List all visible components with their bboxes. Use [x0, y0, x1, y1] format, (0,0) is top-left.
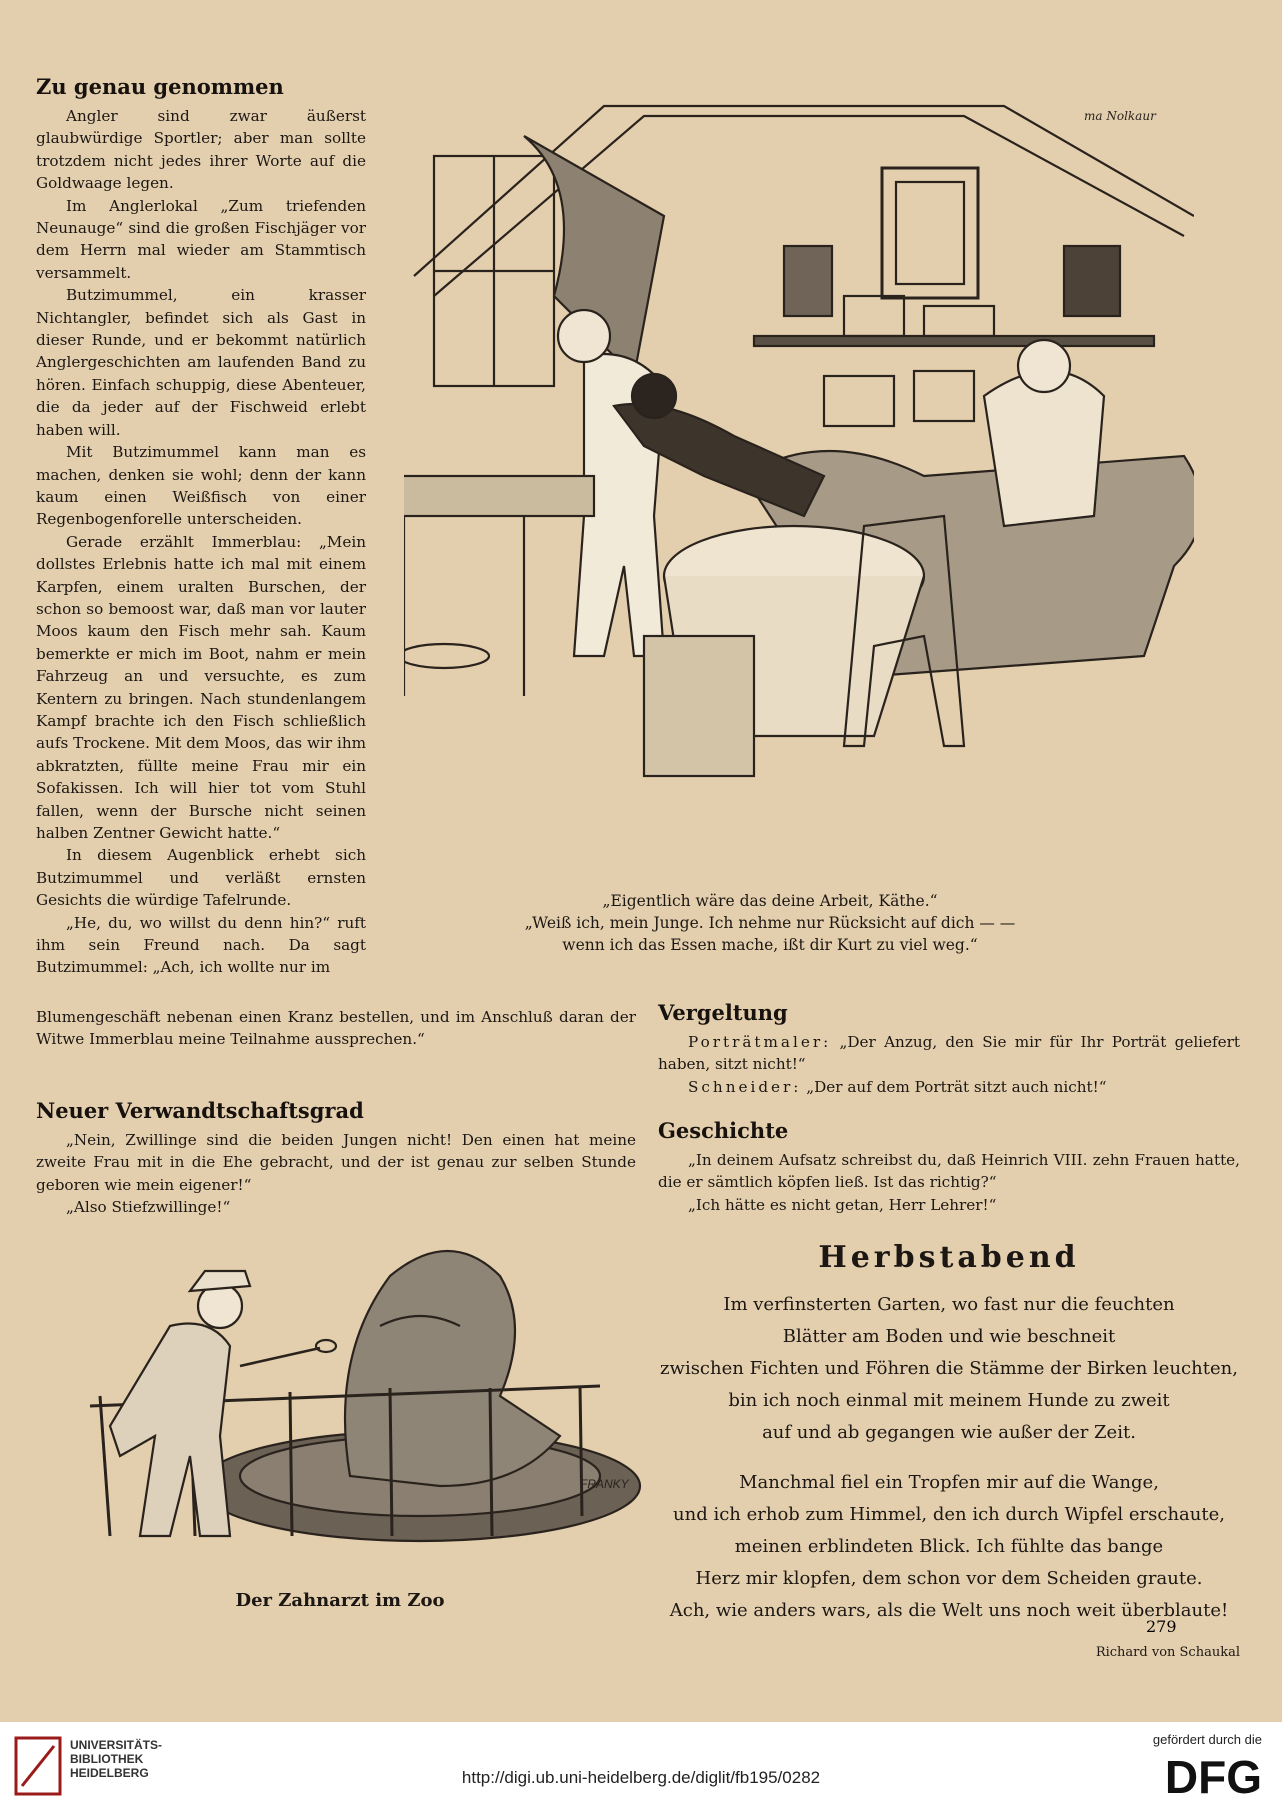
source-url-link[interactable]: http://digi.ub.uni-heidelberg.de/diglit/fb195/0282	[461, 1768, 821, 1787]
cartoon-caption: Der Zahnarzt im Zoo	[235, 1590, 445, 1611]
attic-room-illustration	[404, 96, 1194, 876]
library-line: BIBLIOTHEK	[70, 1752, 144, 1766]
speaker: Porträtmaler:	[688, 1033, 832, 1051]
poem-line: Herz mir klopfen, dem schon vor dem Scheiden graute.	[695, 1568, 1203, 1589]
paragraph: Gerade erzählt Immerblau: „Mein dollstes Erlebnis hatte ich mal mit einem Karpfen, einem uralten Burschen, der schon so bemoost war, daß man vor lauter Moos kaum den Fisch mehr sah. Kaum bemerkte er mich im Boot, nahm er mein Fahrzeug an und versuchte, es zum Kentern zu bringen. Nach stundenlangem Kampf brachte ich den Fisch schließlich aufs Trockene. Mit dem Moos, das wir ihm abkratzten, füllte meine Frau mir ein Sofakissen. Ich will hier tot vom Stuhl fallen, wenn der Bursche nicht seinen halben Zentner Gewicht hatte.“	[36, 532, 366, 842]
caption-line: „Weiß ich, mein Junge. Ich nehme nur Rücksicht auf dich — —	[524, 914, 1016, 932]
small-frame	[1064, 246, 1120, 316]
poem-herbstabend	[658, 1240, 1240, 1660]
side-cabinet	[644, 636, 754, 776]
poem-line: Manchmal fiel ein Tropfen mir auf die Wange,	[739, 1472, 1159, 1493]
caption-line: „Eigentlich wäre das deine Arbeit, Käthe.“	[602, 892, 938, 910]
poem-line: Im verfinsterten Garten, wo fast nur die feuchten	[723, 1294, 1175, 1315]
page-number: 279	[1146, 1617, 1177, 1636]
article-neuer-verwandtschaftsgrad	[36, 1098, 636, 1219]
poem-line: bin ich noch einmal mit meinem Hunde zu zweit	[728, 1390, 1170, 1411]
library-line: UNIVERSITÄTS-	[70, 1738, 163, 1752]
zoo-dentist-illustration	[60, 1236, 650, 1546]
poem-line: zwischen Fichten und Föhren die Stämme der Birken leuchten,	[660, 1358, 1238, 1379]
dental-mirror	[240, 1348, 320, 1366]
caption-line: wenn ich das Essen mache, ißt dir Kurt zu viel weg.“	[562, 936, 978, 954]
artist-signature: ma Nolkaur	[1084, 109, 1156, 123]
man-seated	[984, 371, 1104, 526]
article-title: Neuer Verwandtschaftsgrad	[36, 1098, 364, 1123]
illustration-caption	[490, 890, 1050, 956]
poem-stanza	[658, 1467, 1240, 1627]
poem-line: auf und ab gegangen wie außer der Zeit.	[762, 1422, 1136, 1443]
poem-title: Herbstabend	[818, 1240, 1080, 1275]
dfg-logo: DFG	[1164, 1751, 1262, 1803]
digitization-footer	[0, 1722, 1282, 1812]
paragraph: „Nein, Zwillinge sind die beiden Jungen nicht! Den einen hat meine zweite Frau mit in die Ehe gebracht, und der ist genau zur selben Stunde geboren wie mein eigener!“	[36, 1131, 636, 1194]
article-geschichte	[658, 1118, 1240, 1216]
article-title: Geschichte	[658, 1118, 789, 1143]
artist-signature: FRANKY	[580, 1477, 629, 1491]
paragraph: „Also Stiefzwillinge!“	[66, 1198, 231, 1217]
paragraph: Butzimummel, ein krasser Nichtangler, befindet sich als Gast in dieser Runde, und er bekommt natürlich Anglergeschichten am laufenden Band zu hören. Einfach schuppig, diese Abenteuer, die da jeder auf der Fischweid erlebt haben will.	[36, 286, 366, 439]
shelf	[754, 336, 1154, 346]
speaker: Schneider:	[688, 1077, 802, 1096]
dialogue-line	[658, 1076, 1240, 1098]
paragraph: Mit Butzimummel kann man es machen, denken sie wohl; denn der kann kaum einen Weißfisch von einer Regenbogenforelle unterscheiden.	[36, 443, 366, 529]
paragraph: „He, du, wo willst du denn hin?“ ruft ihm sein Freund nach. Da sagt Butzimummel: „Ach, ich wollte nur im	[36, 913, 366, 977]
article-title: Vergeltung	[658, 1000, 788, 1025]
radio	[784, 246, 832, 316]
poem-line: Ach, wie anders wars, als die Welt uns noch weit überblaute!	[669, 1600, 1229, 1621]
poem-stanza	[658, 1289, 1240, 1449]
paragraph: Blumengeschäft nebenan einen Kranz bestellen, und im Anschluß daran der Witwe Immerblau meine Teilnahme aussprechen.“	[36, 1008, 636, 1049]
funding-note: gefördert durch die	[1152, 1732, 1262, 1747]
work-table	[404, 476, 594, 516]
article-title: Zu genau genommen	[36, 74, 284, 99]
dialogue-text: „Der auf dem Porträt sitzt auch nicht!“	[806, 1077, 1107, 1096]
paragraph: Angler sind zwar äußerst glaubwürdige Sportler; aber man sollte trotzdem nicht jedes ihrer Worte auf die Goldwaage legen.	[36, 107, 366, 193]
paragraph: Im Anglerlokal „Zum triefenden Neunauge“ sind die großen Fischjäger vor dem Herrn mal wieder am Stammtisch versammelt.	[36, 196, 366, 282]
poem-author: Richard von Schaukal	[1095, 1645, 1240, 1660]
library-line: HEIDELBERG	[70, 1766, 149, 1780]
article-continuation	[36, 1006, 636, 1051]
article-zu-genau-genommen	[36, 74, 366, 979]
poem-line: Blätter am Boden und wie beschneit	[782, 1326, 1116, 1347]
paragraph: „Ich hätte es nicht getan, Herr Lehrer!“	[688, 1195, 997, 1214]
article-vergeltung	[658, 1000, 1240, 1098]
hippo	[345, 1251, 560, 1486]
poem-line: und ich erhob zum Himmel, den ich durch Wipfel erschaute,	[673, 1504, 1225, 1525]
paragraph: In diesem Augenblick erhebt sich Butzimummel und verläßt ernsten Gesichts die würdige Tafelrunde.	[36, 846, 366, 910]
dialogue-line	[658, 1031, 1240, 1076]
dentist	[110, 1324, 230, 1537]
dialogue-text: „Der Anzug, den Sie mir für Ihr Porträt geliefert haben, sitzt nicht!“	[658, 1033, 1240, 1074]
hat	[190, 1271, 250, 1291]
poem-line: meinen erblindeten Blick. Ich fühlte das bange	[734, 1536, 1164, 1557]
paragraph: „In deinem Aufsatz schreibst du, daß Heinrich VIII. zehn Frauen hatte, die er sämtlich köpfen ließ. Ist das richtig?“	[658, 1151, 1240, 1192]
